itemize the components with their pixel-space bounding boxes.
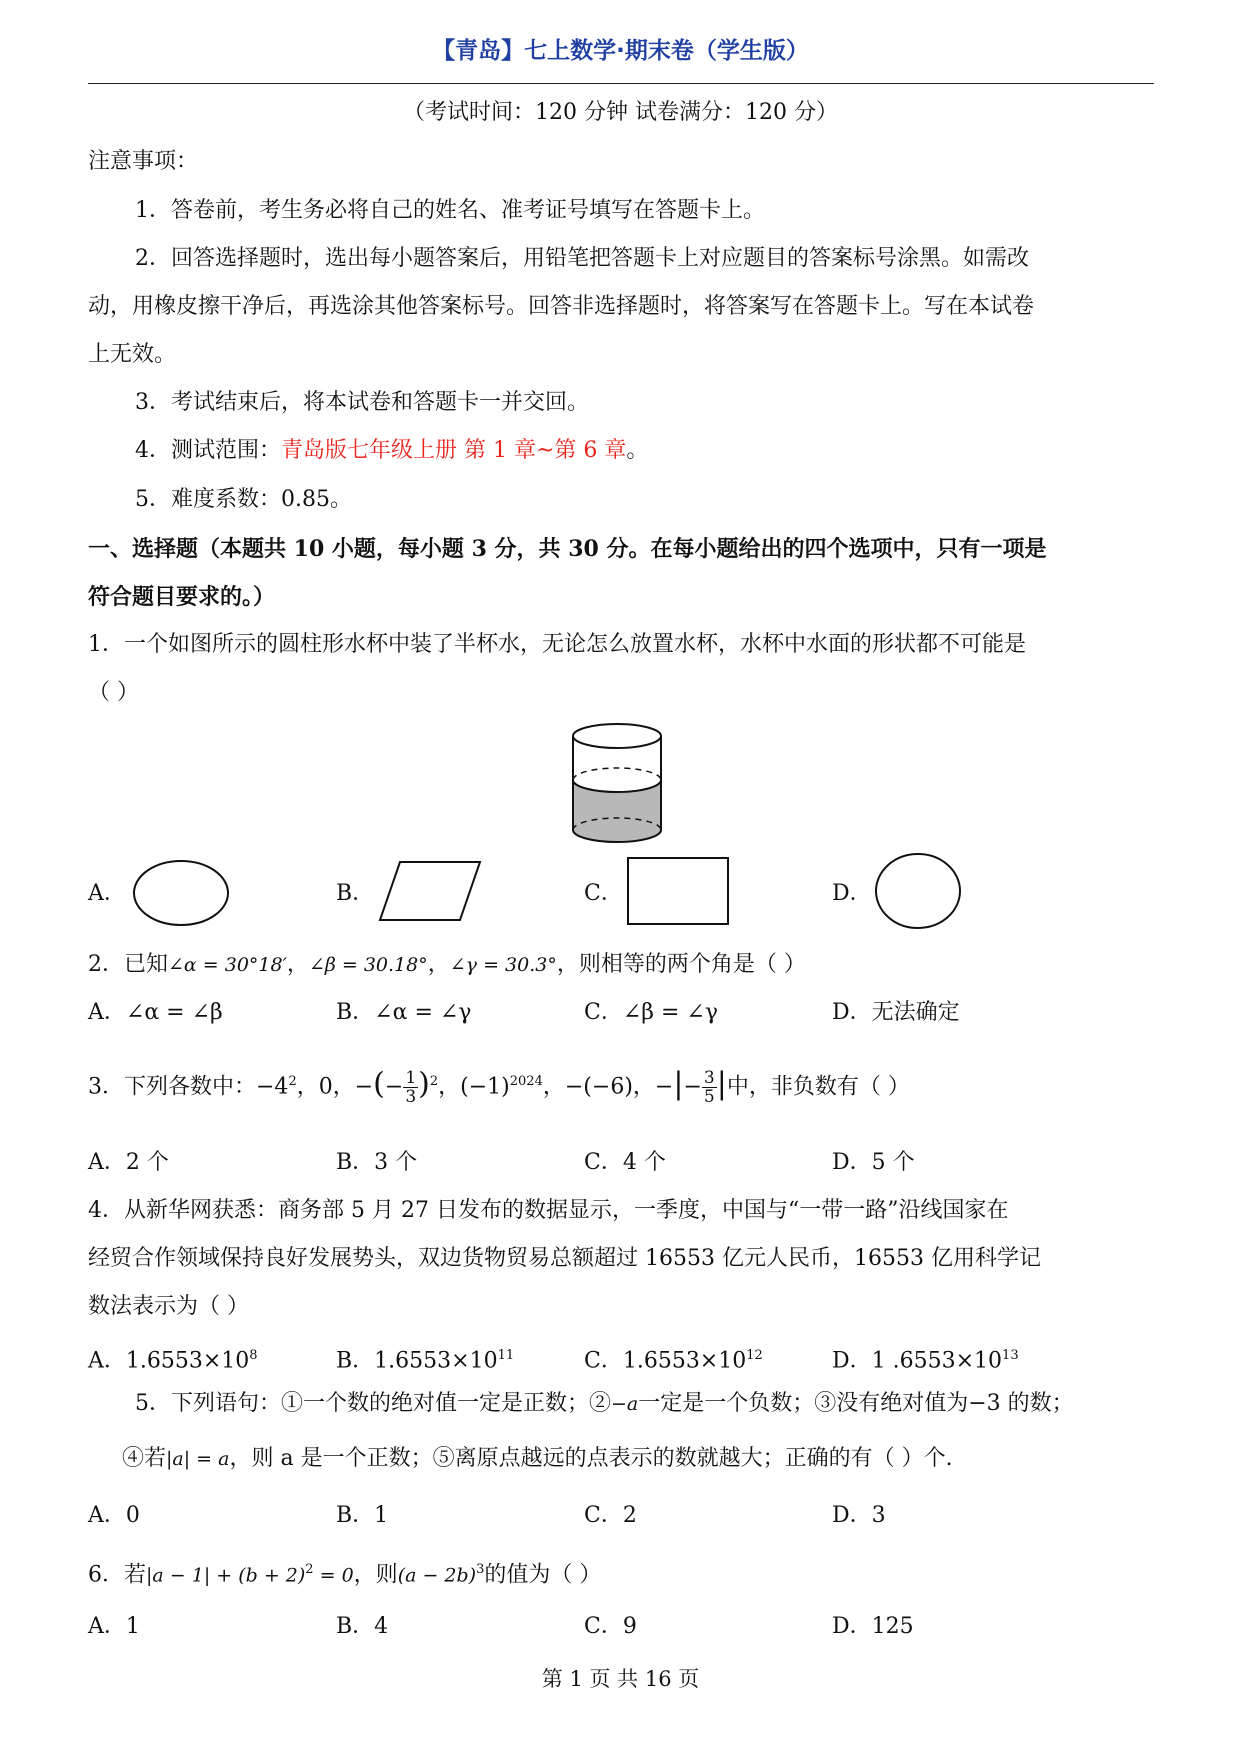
q3-abs-right-bar: | <box>716 1066 727 1102</box>
q3-fraction-2-numerator: 3 <box>703 1067 715 1088</box>
q2-suffix: ，则相等的两个角是（ ） <box>556 952 806 977</box>
q3-fraction-1-numerator: 1 <box>405 1067 417 1088</box>
q5-line2-c: ，则 a 是一个正数；⑤离原点越远的点表示的数就越大；正确的有（ ）个. <box>229 1446 953 1471</box>
cylinder-cup-figure <box>570 718 670 848</box>
section1-title-line1: 一、选择题（本题共 10 小题，每小题 3 分，共 30 分。在每小题给出的四个选项中，只有一项是 <box>88 536 1047 562</box>
q3-stem <box>88 1060 910 1109</box>
notice-item-3: 3．考试结束后，将本试卷和答题卡一并交回。 <box>135 390 589 415</box>
q1-option-c: C． <box>584 881 623 906</box>
q3-num-6-inner-sign: − <box>683 1074 702 1100</box>
q4-option-c-exp: 12 <box>746 1348 763 1363</box>
q6-prefix: 6．若 <box>88 1562 146 1588</box>
q3-right-paren: ) <box>418 1066 430 1102</box>
notice-item-2-line2: 动，用橡皮擦干净后，再选涂其他答案标号。回答非选择题时，将答案写在答题卡上。写在本试卷 <box>88 294 1035 319</box>
q3-fraction-2 <box>702 1069 717 1106</box>
q5-option-c: C．2 <box>584 1503 637 1528</box>
notice-item-4-prefix: 4．测试范围： <box>135 438 281 463</box>
q4-option-a-label: A．1.6553×10 <box>88 1348 250 1374</box>
q6-option-c: C．9 <box>584 1614 637 1639</box>
q6-option-b: B．4 <box>336 1614 389 1639</box>
q3-num-1-exp: 2 <box>288 1074 297 1089</box>
q3-prefix: 3．下列各数中： <box>88 1074 256 1100</box>
q3-num-2: ，0， <box>296 1074 355 1100</box>
q5-line1-c: 一定是一个负数；③没有绝对值为−3 的数； <box>638 1391 1074 1416</box>
q2-stem <box>88 950 806 980</box>
q3-option-d: D．5 个 <box>832 1150 915 1175</box>
q3-fraction-1 <box>403 1069 418 1106</box>
q1-option-d: D． <box>832 881 872 906</box>
q2-option-c: C．∠β = ∠γ <box>584 1000 718 1025</box>
q2-option-a: A．∠α = ∠β <box>88 1000 223 1025</box>
q3-num-4: (−1) <box>460 1074 510 1100</box>
q5-line2-a: ④若 <box>122 1446 167 1471</box>
notice-title: 注意事项： <box>88 149 199 174</box>
q1-line1: 1．一个如图所示的圆柱形水杯中装了半杯水，无论怎么放置水杯，水杯中水面的形状都不可能是 <box>88 632 1027 657</box>
q4-option-d-exp: 13 <box>1002 1348 1019 1363</box>
rectangle-shape-icon <box>626 856 732 928</box>
q3-option-c: C．4 个 <box>584 1150 666 1175</box>
notice-item-2-line1: 2．回答选择题时，选出每小题答案后，用铅笔把答题卡上对应题目的答案标号涂黑。如需改 <box>135 246 1030 271</box>
q2-sep-2: ， <box>427 952 450 977</box>
q2-option-d: D．无法确定 <box>832 1000 960 1025</box>
q2-option-b: B．∠α = ∠γ <box>336 1000 472 1025</box>
q4-option-c-label: C．1.6553×10 <box>584 1348 747 1374</box>
q2-sep-1: ， <box>286 952 309 977</box>
notice-item-1: 1．答卷前，考生务必将自己的姓名、准考证号填写在答题卡上。 <box>135 198 765 223</box>
notice-item-4 <box>135 436 648 466</box>
q4-option-a <box>88 1341 258 1376</box>
q5-line1 <box>135 1389 1074 1419</box>
notice-item-4-suffix: 。 <box>626 438 649 463</box>
q3-num-4-exp: 2024 <box>509 1074 543 1089</box>
q3-num-1: −4 <box>256 1074 289 1100</box>
q5-option-b: B．1 <box>336 1503 389 1528</box>
page-footer: 第 1 页 共 16 页 <box>541 1667 700 1691</box>
q3-suffix: 中，非负数有（ ） <box>726 1074 910 1100</box>
q6-expr-1-tail: = 0 <box>313 1564 354 1587</box>
q1-line2: （ ） <box>88 680 139 705</box>
header-rule <box>88 83 1154 84</box>
q3-fraction-2-denominator: 5 <box>703 1086 715 1107</box>
circle-shape-icon <box>874 852 964 932</box>
q6-expr-1: |a − 1| + (b + 2) <box>146 1564 306 1587</box>
parallelogram-shape-icon <box>378 860 484 924</box>
notice-item-5: 5．难度系数：0.85。 <box>135 487 352 512</box>
q4-line1: 4．从新华网获悉：商务部 5 月 27 日发布的数据显示，一季度，中国与“一带一路”沿线国家在 <box>88 1198 1009 1223</box>
ellipse-shape-icon <box>132 858 232 930</box>
section1-title-line2: 符合题目要求的。） <box>88 584 276 610</box>
q3-fraction-1-denominator: 3 <box>405 1086 417 1107</box>
q2-gamma: ∠γ = 30.3° <box>449 954 557 976</box>
q3-left-paren: ( <box>373 1066 385 1102</box>
q4-option-a-exp: 8 <box>249 1348 258 1363</box>
q5-neg-a: −a <box>611 1393 639 1415</box>
q3-num-3-exp: 2 <box>429 1074 439 1089</box>
q4-line3: 数法表示为（ ） <box>88 1294 249 1319</box>
page-header: 【青岛】七上数学·期末卷（学生版） <box>432 38 809 64</box>
q6-expr-2: (a − 2b) <box>397 1564 477 1587</box>
test-scope: 青岛版七年级上册 第 1 章~第 6 章 <box>281 438 627 463</box>
q4-option-b-exp: 11 <box>497 1348 515 1363</box>
q4-option-d <box>832 1341 1019 1376</box>
q5-abs-expr: |a| = a <box>166 1448 230 1470</box>
q1-option-b: B． <box>336 881 375 906</box>
q3-sep-1: ， <box>438 1074 461 1100</box>
q4-option-b-label: B．1.6553×10 <box>336 1348 498 1374</box>
q5-line1-a: 5．下列语句：①一个数的绝对值一定是正数；② <box>135 1391 611 1416</box>
q4-option-d-label: D．1 .6553×10 <box>832 1348 1003 1374</box>
q3-num-6-sign: − <box>654 1074 674 1100</box>
q2-beta: ∠β = 30.18° <box>308 954 428 976</box>
q6-expr-1-exp: 2 <box>305 1562 314 1577</box>
q1-option-a: A． <box>88 881 126 906</box>
q3-abs-left-bar: | <box>673 1066 684 1102</box>
notice-item-2-line3: 上无效。 <box>88 342 177 367</box>
q4-line2: 经贸合作领域保持良好发展势头，双边货物贸易总额超过 16553 亿元人民币，16553 亿用科学记 <box>88 1246 1041 1271</box>
q5-option-a: A．0 <box>88 1503 140 1528</box>
q3-option-b: B．3 个 <box>336 1150 418 1175</box>
exam-info: （考试时间：120 分钟 试卷满分：120 分） <box>403 100 838 125</box>
q6-stem <box>88 1555 601 1590</box>
q3-sep-3: ， <box>632 1074 655 1100</box>
q5-option-d: D．3 <box>832 1503 886 1528</box>
q3-num-3-sign: − <box>354 1074 374 1100</box>
q4-option-b <box>336 1341 514 1376</box>
q5-line2 <box>122 1444 953 1474</box>
q3-option-a: A．2 个 <box>88 1150 169 1175</box>
q3-sep-2: ， <box>542 1074 565 1100</box>
q2-prefix: 2．已知 <box>88 952 168 977</box>
q3-num-3-inner-sign: − <box>384 1074 404 1100</box>
q4-option-c <box>584 1341 763 1376</box>
q6-expr-2-exp: 3 <box>476 1562 485 1577</box>
q6-option-a: A．1 <box>88 1614 140 1639</box>
q2-alpha: ∠α = 30°18′ <box>168 954 287 976</box>
q6-mid: ，则 <box>353 1562 398 1588</box>
q3-num-5: −(−6) <box>564 1074 633 1100</box>
q6-suffix: 的值为（ ） <box>484 1562 602 1588</box>
q6-option-d: D．125 <box>832 1614 914 1639</box>
